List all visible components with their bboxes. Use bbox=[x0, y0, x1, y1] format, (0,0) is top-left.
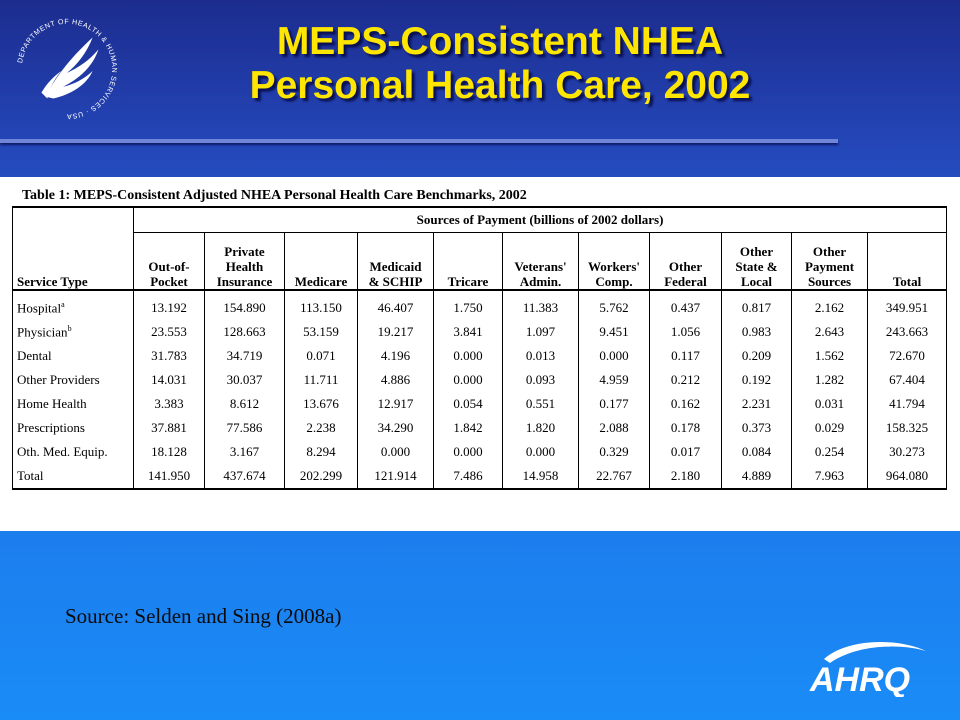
value-cell: 13.192 bbox=[134, 290, 205, 320]
value-cell: 202.299 bbox=[285, 464, 358, 489]
value-cell: 7.486 bbox=[434, 464, 503, 489]
value-cell: 4.889 bbox=[722, 464, 792, 489]
service-type-label: Total bbox=[17, 468, 44, 483]
value-cell: 2.162 bbox=[792, 290, 868, 320]
value-cell: 141.950 bbox=[134, 464, 205, 489]
title-divider bbox=[0, 139, 838, 143]
column-header-label: Veterans' Admin. bbox=[514, 259, 567, 289]
value-cell: 0.254 bbox=[792, 440, 868, 464]
column-header-label: Workers' Comp. bbox=[588, 259, 640, 289]
value-cell: 1.282 bbox=[792, 368, 868, 392]
table-caption: Table 1: MEPS-Consistent Adjusted NHEA Personal Health Care Benchmarks, 2002 bbox=[22, 188, 527, 203]
value-cell: 30.273 bbox=[868, 440, 947, 464]
value-cell: 0.000 bbox=[434, 368, 503, 392]
value-cell: 30.037 bbox=[205, 368, 285, 392]
value-cell: 0.177 bbox=[579, 392, 650, 416]
value-cell: 0.013 bbox=[503, 344, 579, 368]
column-header bbox=[205, 233, 285, 291]
table-row bbox=[13, 320, 947, 344]
column-header-label: Medicaid & SCHIP bbox=[368, 259, 423, 289]
service-type-cell bbox=[13, 464, 134, 489]
column-header bbox=[134, 233, 205, 291]
column-header bbox=[503, 233, 579, 291]
service-type-label: Hospital bbox=[17, 300, 62, 316]
value-cell: 0.000 bbox=[434, 344, 503, 368]
column-header-label: Private Health Insurance bbox=[216, 244, 273, 289]
value-cell: 0.117 bbox=[650, 344, 722, 368]
value-cell: 4.196 bbox=[358, 344, 434, 368]
column-header bbox=[285, 233, 358, 291]
value-cell: 8.294 bbox=[285, 440, 358, 464]
column-header-label: Out-of- Pocket bbox=[148, 259, 190, 289]
value-cell: 158.325 bbox=[868, 416, 947, 440]
column-header bbox=[579, 233, 650, 291]
value-cell: 0.437 bbox=[650, 290, 722, 320]
value-cell: 0.054 bbox=[434, 392, 503, 416]
column-header-label: Other Federal bbox=[664, 259, 707, 289]
table-row bbox=[13, 344, 947, 368]
column-header bbox=[358, 233, 434, 291]
value-cell: 0.329 bbox=[579, 440, 650, 464]
value-cell: 67.404 bbox=[868, 368, 947, 392]
value-cell: 41.794 bbox=[868, 392, 947, 416]
value-cell: 77.586 bbox=[205, 416, 285, 440]
value-cell: 113.150 bbox=[285, 290, 358, 320]
service-type-cell bbox=[13, 344, 134, 368]
column-header bbox=[434, 233, 503, 291]
value-cell: 3.841 bbox=[434, 320, 503, 344]
column-header-label: Other Payment Sources bbox=[804, 244, 855, 289]
value-cell: 0.000 bbox=[434, 440, 503, 464]
footnote-marker: a bbox=[61, 299, 65, 309]
value-cell: 19.217 bbox=[358, 320, 434, 344]
hhs-seal-text: DEPARTMENT OF HEALTH & HUMAN SERVICES · USA bbox=[16, 17, 119, 121]
slide-title bbox=[150, 20, 850, 108]
column-header-label: Other State & Local bbox=[735, 244, 778, 289]
value-cell: 72.670 bbox=[868, 344, 947, 368]
column-header-label: Tricare bbox=[447, 274, 489, 289]
value-cell: 1.562 bbox=[792, 344, 868, 368]
value-cell: 0.093 bbox=[503, 368, 579, 392]
column-header bbox=[650, 233, 722, 291]
value-cell: 11.711 bbox=[285, 368, 358, 392]
column-header-label: Medicare bbox=[294, 274, 348, 289]
value-cell: 0.031 bbox=[792, 392, 868, 416]
table-image-panel bbox=[0, 177, 960, 531]
value-cell: 23.553 bbox=[134, 320, 205, 344]
value-cell: 0.209 bbox=[722, 344, 792, 368]
title-line-1: MEPS-Consistent NHEA bbox=[276, 20, 724, 63]
value-cell: 437.674 bbox=[205, 464, 285, 489]
value-cell: 34.290 bbox=[358, 416, 434, 440]
column-header bbox=[722, 233, 792, 291]
footnote-marker: b bbox=[67, 323, 72, 333]
service-type-cell bbox=[13, 440, 134, 464]
value-cell: 18.128 bbox=[134, 440, 205, 464]
table-row bbox=[13, 290, 947, 320]
value-cell: 0.178 bbox=[650, 416, 722, 440]
service-type-cell bbox=[13, 392, 134, 416]
value-cell: 4.886 bbox=[358, 368, 434, 392]
service-type-label: Dental bbox=[17, 348, 52, 363]
column-header-label: Total bbox=[892, 274, 922, 289]
value-cell: 11.383 bbox=[503, 290, 579, 320]
value-cell: 0.373 bbox=[722, 416, 792, 440]
value-cell: 0.983 bbox=[722, 320, 792, 344]
value-cell: 2.088 bbox=[579, 416, 650, 440]
value-cell: 0.084 bbox=[722, 440, 792, 464]
service-type-label: Other Providers bbox=[17, 372, 100, 387]
value-cell: 8.612 bbox=[205, 392, 285, 416]
ahrq-logo-text: AHRQ bbox=[810, 661, 911, 697]
value-cell: 0.817 bbox=[722, 290, 792, 320]
table-row bbox=[13, 416, 947, 440]
value-cell: 4.959 bbox=[579, 368, 650, 392]
value-cell: 0.029 bbox=[792, 416, 868, 440]
value-cell: 0.017 bbox=[650, 440, 722, 464]
value-cell: 2.231 bbox=[722, 392, 792, 416]
value-cell: 128.663 bbox=[205, 320, 285, 344]
value-cell: 53.159 bbox=[285, 320, 358, 344]
table-row bbox=[13, 440, 947, 464]
value-cell: 0.162 bbox=[650, 392, 722, 416]
value-cell: 2.180 bbox=[650, 464, 722, 489]
column-header bbox=[792, 233, 868, 291]
value-cell: 964.080 bbox=[868, 464, 947, 489]
value-cell: 0.551 bbox=[503, 392, 579, 416]
value-cell: 0.000 bbox=[579, 344, 650, 368]
value-cell: 0.212 bbox=[650, 368, 722, 392]
service-type-cell bbox=[13, 320, 134, 344]
column-header bbox=[868, 233, 947, 291]
value-cell: 3.383 bbox=[134, 392, 205, 416]
value-cell: 1.750 bbox=[434, 290, 503, 320]
hhs-seal-logo bbox=[8, 10, 126, 128]
table-corner bbox=[13, 207, 134, 233]
value-cell: 34.719 bbox=[205, 344, 285, 368]
benchmarks-table bbox=[12, 206, 947, 490]
value-cell: 7.963 bbox=[792, 464, 868, 489]
value-cell: 13.676 bbox=[285, 392, 358, 416]
value-cell: 1.097 bbox=[503, 320, 579, 344]
value-cell: 14.031 bbox=[134, 368, 205, 392]
value-cell: 22.767 bbox=[579, 464, 650, 489]
value-cell: 3.167 bbox=[205, 440, 285, 464]
table-row bbox=[13, 392, 947, 416]
value-cell: 121.914 bbox=[358, 464, 434, 489]
ahrq-logo bbox=[806, 637, 932, 697]
value-cell: 0.000 bbox=[503, 440, 579, 464]
value-cell: 154.890 bbox=[205, 290, 285, 320]
service-type-header: Service Type bbox=[13, 233, 134, 291]
value-cell: 349.951 bbox=[868, 290, 947, 320]
table-row bbox=[13, 464, 947, 489]
value-cell: 1.820 bbox=[503, 416, 579, 440]
value-cell: 0.071 bbox=[285, 344, 358, 368]
service-type-label: Prescriptions bbox=[17, 420, 85, 435]
value-cell: 1.056 bbox=[650, 320, 722, 344]
service-type-label: Physician bbox=[17, 324, 68, 340]
value-cell: 12.917 bbox=[358, 392, 434, 416]
value-cell: 1.842 bbox=[434, 416, 503, 440]
value-cell: 5.762 bbox=[579, 290, 650, 320]
value-cell: 2.238 bbox=[285, 416, 358, 440]
value-cell: 14.958 bbox=[503, 464, 579, 489]
value-cell: 31.783 bbox=[134, 344, 205, 368]
title-line-2: Personal Health Care, 2002 bbox=[249, 64, 751, 107]
sources-of-payment-header: Sources of Payment (billions of 2002 dollars) bbox=[134, 207, 947, 233]
service-type-label: Home Health bbox=[17, 396, 87, 411]
value-cell: 46.407 bbox=[358, 290, 434, 320]
service-type-cell bbox=[13, 368, 134, 392]
value-cell: 2.643 bbox=[792, 320, 868, 344]
value-cell: 37.881 bbox=[134, 416, 205, 440]
value-cell: 0.000 bbox=[358, 440, 434, 464]
value-cell: 9.451 bbox=[579, 320, 650, 344]
service-type-label: Oth. Med. Equip. bbox=[17, 444, 108, 459]
value-cell: 243.663 bbox=[868, 320, 947, 344]
source-note: Source: Selden and Sing (2008a) bbox=[65, 604, 342, 628]
service-type-cell bbox=[13, 416, 134, 440]
table-row bbox=[13, 368, 947, 392]
service-type-cell bbox=[13, 290, 134, 320]
value-cell: 0.192 bbox=[722, 368, 792, 392]
